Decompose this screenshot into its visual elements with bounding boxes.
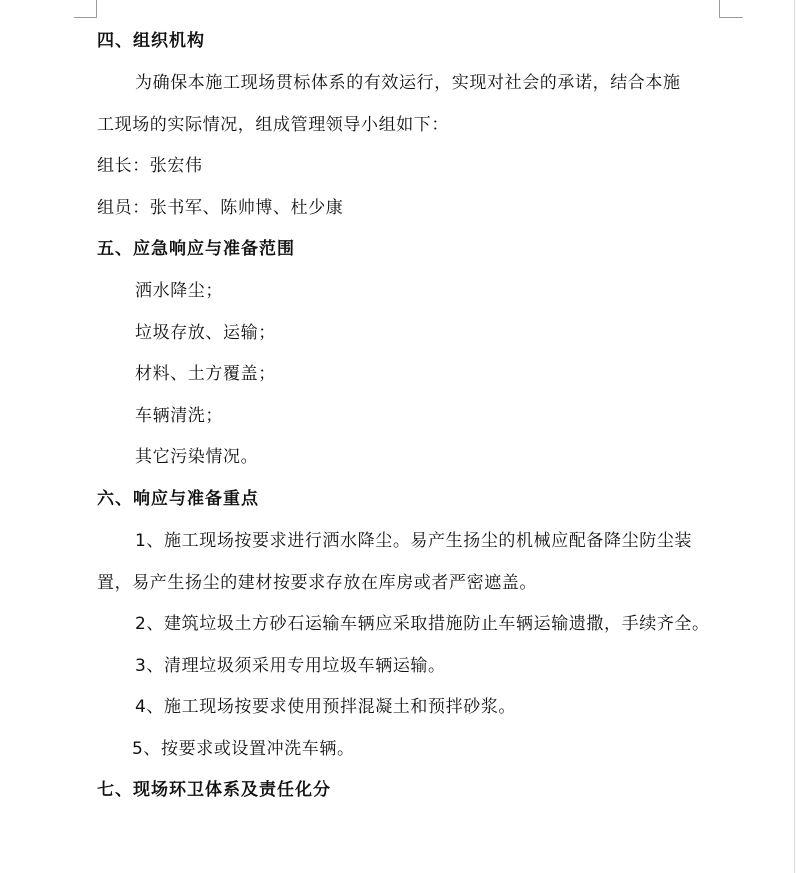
crop-mark-left-h <box>74 17 97 18</box>
crop-mark-right <box>719 0 720 18</box>
crop-mark-right-h <box>719 17 743 18</box>
numbered-item-continuation: 置，易产生扬尘的建材按要求存放在库房或者严密遮盖。 <box>97 573 537 593</box>
numbered-item: 5、按要求或设置冲洗车辆。 <box>132 739 355 759</box>
paragraph-line: 为确保本施工现场贯标体系的有效运行，实现对社会的承诺，结合本施 <box>135 73 681 93</box>
list-item: 洒水降尘； <box>135 281 223 301</box>
section-heading-7: 七、现场环卫体系及责任化分 <box>97 780 331 800</box>
crop-mark-left <box>96 0 97 18</box>
list-item: 材料、土方覆盖； <box>135 364 276 384</box>
page-edge <box>794 0 795 873</box>
list-item: 车辆清洗； <box>135 406 223 426</box>
section-heading-6: 六、响应与准备重点 <box>97 489 259 509</box>
numbered-item: 3、清理垃圾须采用专用垃圾车辆运输。 <box>135 656 446 676</box>
group-leader: 组长：张宏伟 <box>97 156 203 176</box>
numbered-item: 1、施工现场按要求进行洒水降尘。易产生扬尘的机械应配备降尘防尘装 <box>135 531 693 551</box>
numbered-item: 2、建筑垃圾土方砂石运输车辆应采取措施防止车辆运输遗撒，手续齐全。 <box>135 614 710 634</box>
numbered-item: 4、施工现场按要求使用预拌混凝土和预拌砂浆。 <box>135 697 517 717</box>
section-heading-4: 四、组织机构 <box>97 31 205 51</box>
list-item: 其它污染情况。 <box>135 447 259 467</box>
list-item: 垃圾存放、运输； <box>135 323 276 343</box>
section-heading-5: 五、应急响应与准备范围 <box>97 239 295 259</box>
paragraph-line: 工现场的实际情况，组成管理领导小组如下： <box>97 115 449 135</box>
group-members: 组员：张书军、陈帅博、杜少康 <box>97 198 344 218</box>
